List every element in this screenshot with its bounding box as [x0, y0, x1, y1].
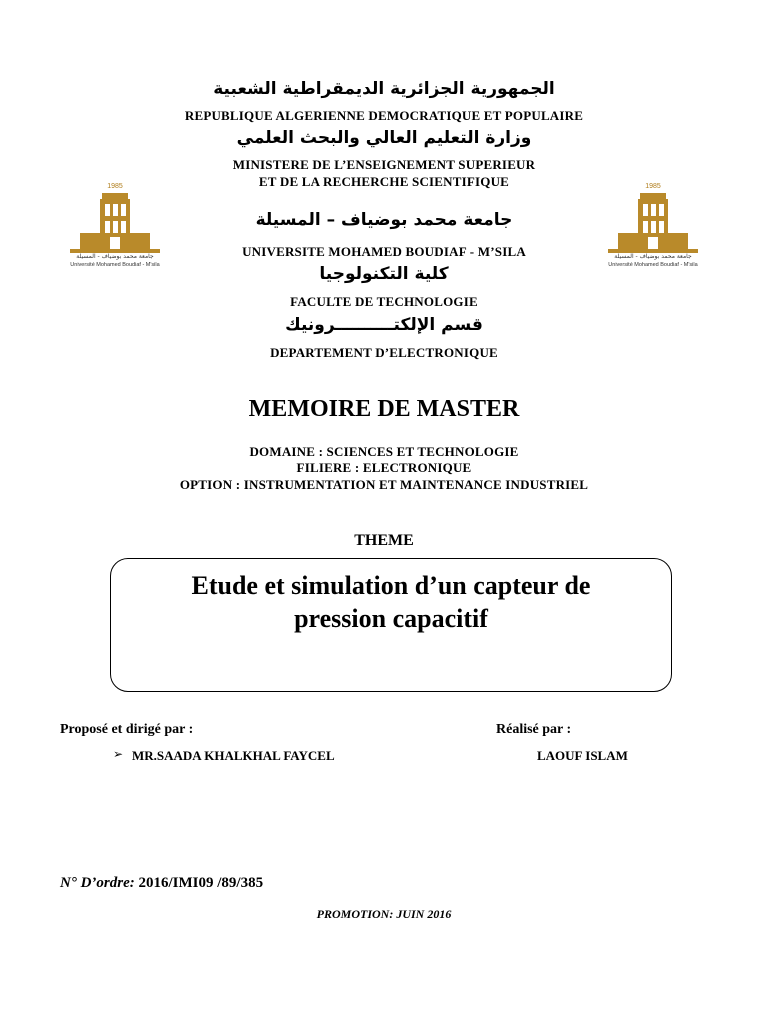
theme-title	[111, 569, 671, 635]
faculty-ar: كلية التكنولوجيا	[319, 264, 449, 284]
department-fr: DEPARTEMENT D’ELECTRONIQUE	[270, 345, 498, 360]
author-label: Réalisé par :	[496, 722, 572, 737]
university-fr: UNIVERSITE MOHAMED BOUDIAF - M’SILA	[242, 244, 526, 259]
order-label: N° D’ordre:	[60, 875, 135, 891]
supervisor-name: MR.SAADA KHALKHAL FAYCEL	[132, 748, 335, 763]
republic-ar: الجمهورية الجزائرية الديمقراطية الشعبية	[213, 79, 555, 99]
republic-fr: REPUBLIQUE ALGERIENNE DEMOCRATIQUE ET POPULAIRE	[184, 108, 584, 123]
theme-title-line2: pression capacitif	[294, 604, 488, 633]
faculty-fr: FACULTE DE TECHNOLOGIE	[290, 294, 478, 309]
logo-name-fr: Université Mohamed Boudiaf - M'sila	[70, 262, 160, 268]
memoire-title: MEMOIRE DE MASTER	[248, 396, 520, 422]
filiere: FILIERE : ELECTRONIQUE	[296, 460, 472, 475]
ministry-fr-2: ET DE LA RECHERCHE SCIENTIFIQUE	[258, 174, 510, 189]
domaine: DOMAINE : SCIENCES ET TECHNOLOGIE	[249, 444, 519, 459]
theme-label: THEME	[354, 532, 414, 549]
theme-title-line1: Etude et simulation d’un capteur de	[191, 571, 591, 600]
ministry-fr-1: MINISTERE DE L’ENSEIGNEMENT SUPERIEUR	[232, 157, 536, 172]
logo-name-ar: جامعة محمد بوضياف - المسيلة	[614, 253, 692, 260]
department-ar: قسم الإلكتــــــــــرونيك	[285, 315, 483, 335]
author-name: LAOUF ISLAM	[537, 748, 628, 763]
order-value: 2016/IMI09 /89/385	[138, 875, 264, 891]
logo-name-ar: جامعة محمد بوضياف - المسيلة	[76, 253, 154, 260]
order-number	[60, 875, 263, 892]
bullet-arrow-icon: ➢	[113, 747, 124, 761]
logo-name-fr: Université Mohamed Boudiaf - M'sila	[608, 262, 698, 268]
theme-box	[110, 558, 672, 692]
option: OPTION : INSTRUMENTATION ET MAINTENANCE INDUSTRIEL	[179, 477, 589, 492]
supervisor-label: Proposé et dirigé par :	[60, 722, 194, 737]
ministry-ar: وزارة التعليم العالي والبحث العلمي	[236, 128, 532, 148]
promotion: PROMOTION: JUIN 2016	[316, 907, 452, 921]
logo-year: 1985	[645, 183, 661, 190]
university-ar: جامعة محمد بوضياف – المسيلة	[255, 210, 513, 230]
logo-year: 1985	[107, 183, 123, 190]
